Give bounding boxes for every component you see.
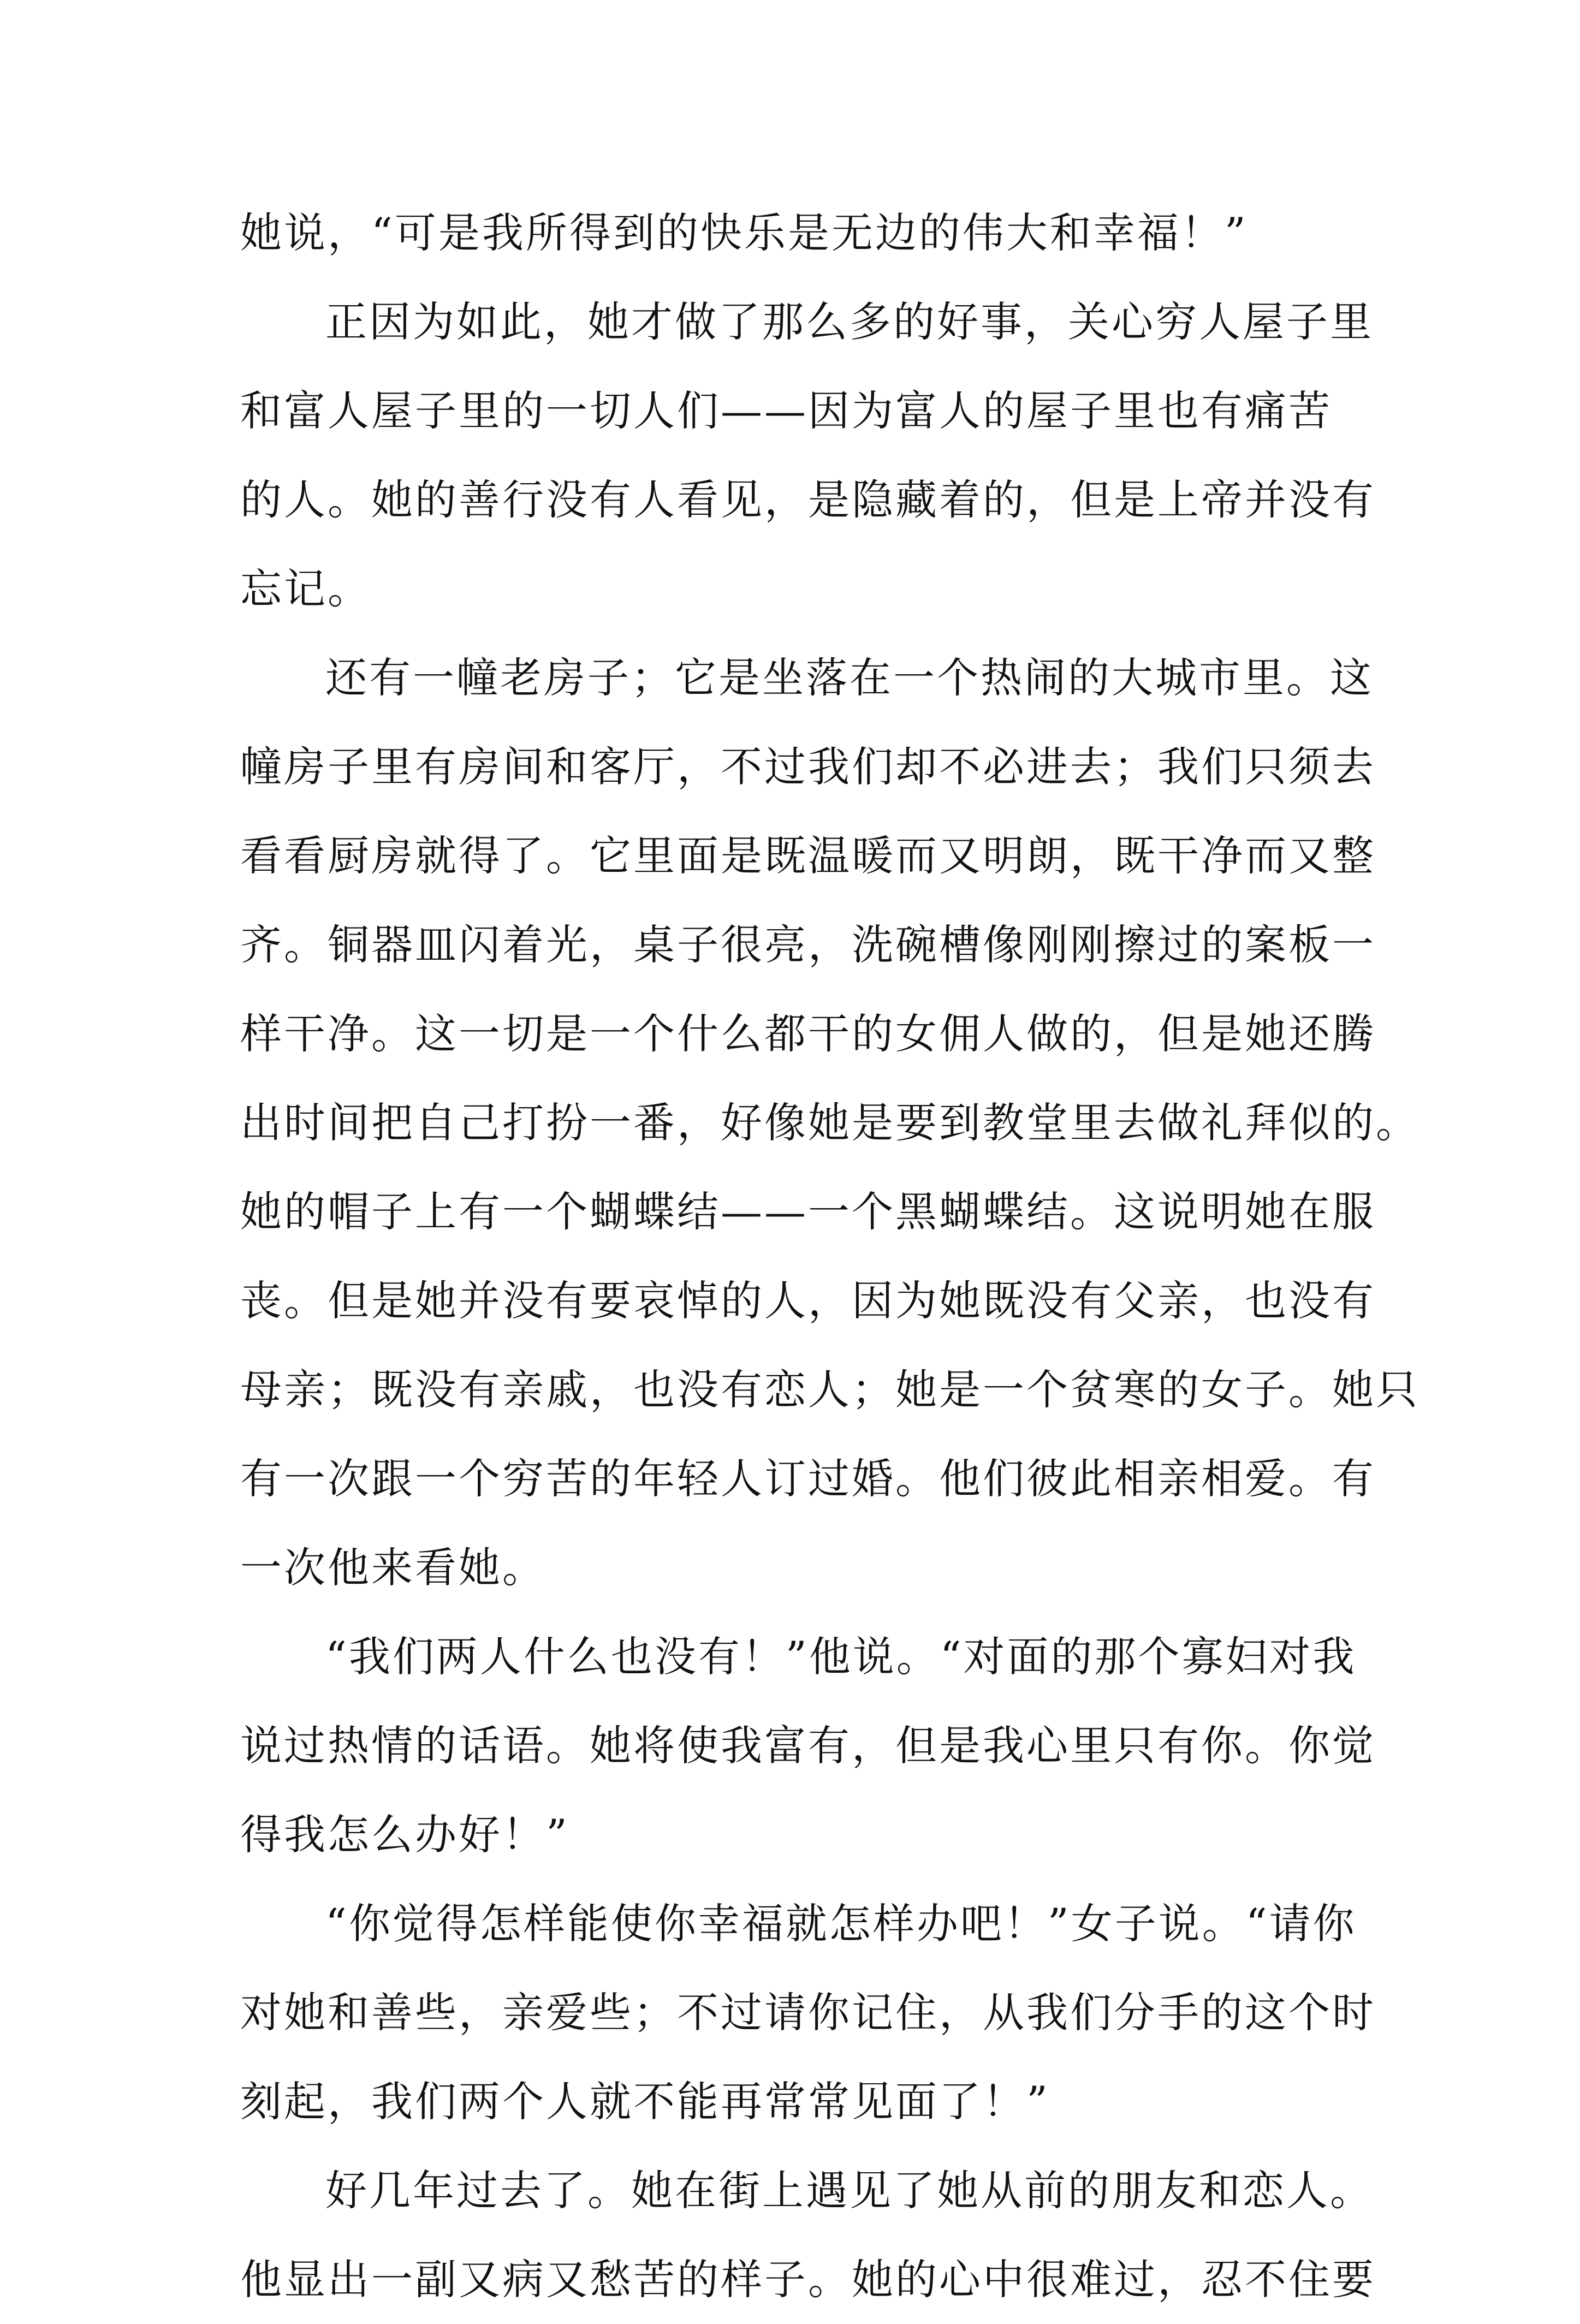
text-line: 幢房子里有房间和客厅，不过我们却不必进去；我们只须去 <box>240 742 1376 791</box>
text-line: 她的帽子上有一个蝴蝶结——一个黑蝴蝶结。这说明她在服 <box>240 1187 1376 1236</box>
text-line: 得我怎么办好！” <box>240 1810 569 1859</box>
text-line: 对她和善些，亲爱些；不过请你记住，从我们分手的这个时 <box>240 1988 1376 2037</box>
text-line: 看看厨房就得了。它里面是既温暖而又明朗，既干净而又整 <box>240 831 1376 880</box>
text-line: 出时间把自己打扮一番，好像她是要到教堂里去做礼拜似的。 <box>240 1098 1419 1147</box>
text-line: 和富人屋子里的一切人们——因为富人的屋子里也有痛苦 <box>240 387 1332 435</box>
text-line: 母亲；既没有亲戚，也没有恋人；她是一个贫寒的女子。她只 <box>240 1365 1419 1414</box>
text-line: “我们两人什么也没有！”他说。“对面的那个寡妇对我 <box>325 1632 1357 1681</box>
text-line: 丧。但是她并没有要哀悼的人，因为她既没有父亲，也没有 <box>240 1276 1376 1325</box>
text-line: 一次他来看她。 <box>240 1543 546 1592</box>
text-line: 说过热情的话语。她将使我富有，但是我心里只有你。你觉 <box>240 1721 1376 1770</box>
text-line: 刻起，我们两个人就不能再常常见面了！” <box>240 2077 1050 2126</box>
text-line: 还有一幢老房子；它是坐落在一个热闹的大城市里。这 <box>325 653 1374 702</box>
text-line: 正因为如此，她才做了那么多的好事，关心穷人屋子里 <box>325 298 1374 346</box>
text-line: 齐。铜器皿闪着光，桌子很亮，洗碗槽像刚刚擦过的案板一 <box>240 920 1376 969</box>
text-line: 他显出一副又病又愁苦的样子。她的心中很难过，忍不住要 <box>240 2255 1376 2304</box>
text-line: 好几年过去了。她在街上遇见了她从前的朋友和恋人。 <box>325 2166 1374 2215</box>
body-text <box>240 188 1419 2324</box>
text-line: “你觉得怎样能使你幸福就怎样办吧！”女子说。“请你 <box>325 1899 1357 1948</box>
text-line: 样干净。这一切是一个什么都干的女佣人做的，但是她还腾 <box>240 1009 1376 1058</box>
text-line: 有一次跟一个穷苦的年轻人订过婚。他们彼此相亲相爱。有 <box>240 1454 1376 1503</box>
text-line: 的人。她的善行没有人看见，是隐藏着的，但是上帝并没有 <box>240 476 1376 524</box>
text-line: 忘记。 <box>240 564 371 613</box>
text-line: 她说，“可是我所得到的快乐是无边的伟大和幸福！” <box>240 209 1248 257</box>
